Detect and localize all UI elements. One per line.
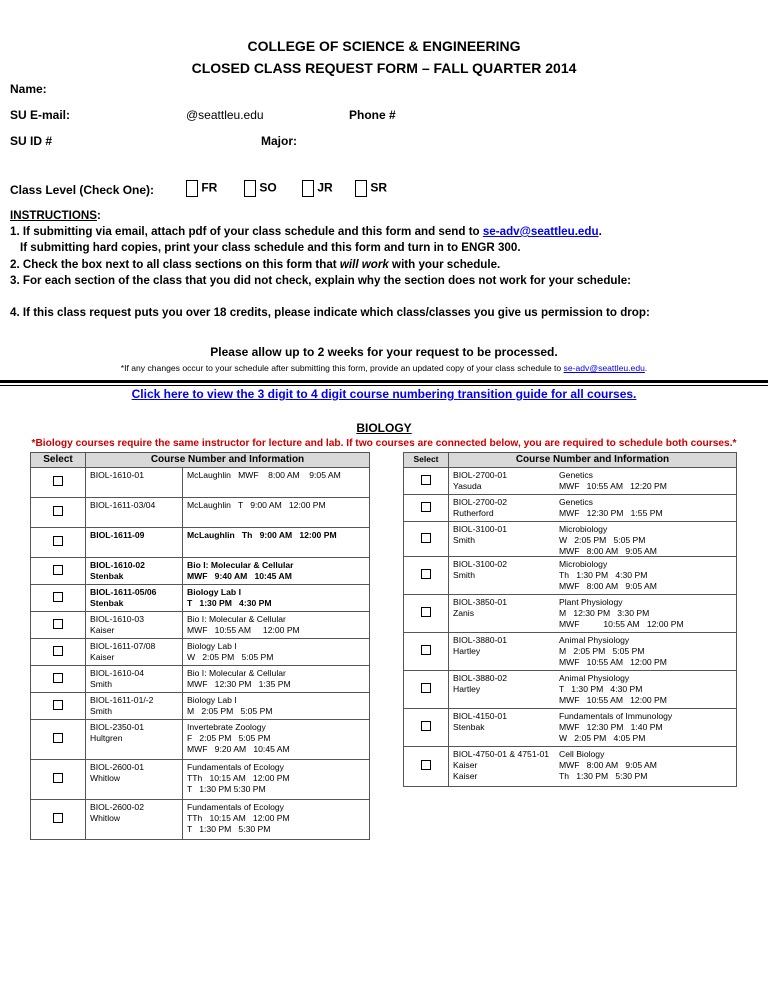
select-checkbox[interactable] bbox=[53, 673, 63, 683]
checkbox[interactable] bbox=[302, 180, 314, 197]
level-jr[interactable]: JR bbox=[302, 180, 333, 197]
course-id: BIOL-2700-02 Rutherford bbox=[453, 497, 507, 518]
course-row bbox=[31, 468, 370, 498]
course-info: Bio I: Molecular & Cellular MWF 10:55 AM 12:00 PM bbox=[183, 612, 370, 639]
course-info: Bio I: Molecular & Cellular MWF 12:30 PM 1:35 PM bbox=[183, 666, 370, 693]
course-info: Fundamentals of Ecology TTh 10:15 AM 12:00 PM T 1:30 PM 5:30 PM bbox=[183, 800, 370, 840]
select-checkbox[interactable] bbox=[421, 683, 431, 693]
email-label: SU E-mail: bbox=[10, 108, 71, 122]
select-cell bbox=[31, 666, 86, 693]
course-id: BIOL-2600-02 Whitlow bbox=[86, 800, 183, 840]
course-id: BIOL-3880-01 Hartley bbox=[453, 635, 507, 656]
phone-label: Phone # bbox=[349, 108, 396, 122]
course-row bbox=[31, 760, 370, 800]
instruction-4: 4. If this class request puts you over 18 credits, please indicate which class/classes you give us permission to drop: bbox=[10, 306, 650, 319]
course-cell bbox=[449, 495, 737, 522]
select-checkbox[interactable] bbox=[53, 592, 63, 602]
course-id: BIOL-4750-01 & 4751-01 Kaiser Kaiser bbox=[453, 749, 550, 781]
select-cell bbox=[404, 747, 449, 787]
select-cell bbox=[31, 693, 86, 720]
course-info: McLaughlin Th 9:00 AM 12:00 PM bbox=[183, 528, 370, 558]
select-cell bbox=[404, 468, 449, 495]
course-row bbox=[31, 498, 370, 528]
form-title: COLLEGE OF SCIENCE & ENGINEERING bbox=[247, 38, 521, 54]
course-info: Genetics MWF 12:30 PM 1:55 PM bbox=[559, 497, 663, 518]
select-cell bbox=[404, 522, 449, 557]
course-id: BIOL-2350-01 Hultgren bbox=[86, 720, 183, 760]
course-info: Fundamentals of Immunology MWF 12:30 PM 1:40 PM W 2:05 PM 4:05 PM bbox=[559, 711, 673, 743]
biology-table-right bbox=[403, 452, 737, 787]
class-level-label: Class Level (Check One): bbox=[10, 183, 155, 197]
course-cell bbox=[449, 557, 737, 595]
course-info: Invertebrate Zoology F 2:05 PM 5:05 PM MWF 9:20 AM 10:45 AM bbox=[183, 720, 370, 760]
course-info: Bio I: Molecular & Cellular MWF 9:40 AM 10:45 AM bbox=[183, 558, 370, 585]
select-cell bbox=[404, 671, 449, 709]
course-id: BIOL-3850-01 Zanis bbox=[453, 597, 507, 618]
select-checkbox[interactable] bbox=[53, 476, 63, 486]
select-cell bbox=[31, 760, 86, 800]
numbering-guide-link[interactable]: Click here to view the 3 digit to 4 digit course numbering transition guide for all courses. bbox=[131, 387, 637, 401]
course-row bbox=[404, 709, 737, 747]
course-row bbox=[31, 800, 370, 840]
course-info: McLaughlin T 9:00 AM 12:00 PM bbox=[183, 498, 370, 528]
instruction-1b: If submitting hard copies, print your class schedule and this form and turn in to ENGR 300. bbox=[20, 241, 521, 254]
course-info: Biology Lab I M 2:05 PM 5:05 PM bbox=[183, 693, 370, 720]
course-row bbox=[404, 595, 737, 633]
email-link[interactable]: se-adv@seattleu.edu bbox=[482, 225, 599, 238]
select-checkbox[interactable] bbox=[421, 533, 431, 543]
select-cell bbox=[31, 612, 86, 639]
select-checkbox[interactable] bbox=[53, 813, 63, 823]
course-row bbox=[404, 522, 737, 557]
course-row bbox=[31, 639, 370, 666]
select-checkbox[interactable] bbox=[53, 733, 63, 743]
course-info: Fundamentals of Ecology TTh 10:15 AM 12:00 PM T 1:30 PM 5:30 PM bbox=[183, 760, 370, 800]
course-id: BIOL-1611-03/04 bbox=[86, 498, 183, 528]
select-cell bbox=[404, 633, 449, 671]
select-checkbox[interactable] bbox=[53, 565, 63, 575]
course-cell bbox=[449, 468, 737, 495]
course-cell bbox=[449, 747, 737, 787]
instructions-heading: INSTRUCTIONS: bbox=[10, 209, 101, 222]
guide-link-wrap bbox=[0, 387, 768, 401]
select-cell bbox=[31, 585, 86, 612]
course-id: BIOL-1610-04 Smith bbox=[86, 666, 183, 693]
course-header: Course Number and Information bbox=[449, 453, 737, 468]
course-info: Microbiology Th 1:30 PM 4:30 PM MWF 8:00 AM 9:05 AM bbox=[559, 559, 657, 591]
select-cell bbox=[404, 495, 449, 522]
select-cell bbox=[404, 557, 449, 595]
select-header: Select bbox=[404, 453, 449, 468]
course-id: BIOL-1611-07/08 Kaiser bbox=[86, 639, 183, 666]
biology-note: *Biology courses require the same instructor for lecture and lab. If two courses are connected below, you are required to schedule both courses.* bbox=[31, 438, 737, 449]
instruction-2: 2. Check the box next to all class sections on this form that will work with your schedule. bbox=[10, 258, 501, 271]
course-cell bbox=[449, 633, 737, 671]
instruction-1: 1. If submitting via email, attach pdf of your class schedule and this form and send to se-adv@seattleu.edu. bbox=[10, 225, 602, 238]
course-id: BIOL-3880-02 Hartley bbox=[453, 673, 507, 694]
select-cell bbox=[31, 468, 86, 498]
course-id: BIOL-1610-03 Kaiser bbox=[86, 612, 183, 639]
select-checkbox[interactable] bbox=[421, 607, 431, 617]
select-checkbox[interactable] bbox=[53, 773, 63, 783]
course-info: Plant Physiology M 12:30 PM 3:30 PM MWF 10:55 AM 12:00 PM bbox=[559, 597, 684, 629]
biology-table-left bbox=[30, 452, 370, 840]
divider bbox=[0, 380, 768, 383]
course-info: Cell Biology MWF 8:00 AM 9:05 AM Th 1:30 PM 5:30 PM bbox=[559, 749, 657, 781]
select-checkbox[interactable] bbox=[53, 536, 63, 546]
course-row bbox=[31, 612, 370, 639]
divider bbox=[0, 385, 768, 386]
course-cell bbox=[449, 709, 737, 747]
course-row bbox=[31, 585, 370, 612]
select-cell bbox=[404, 709, 449, 747]
select-header: Select bbox=[31, 453, 86, 468]
select-checkbox[interactable] bbox=[421, 760, 431, 770]
course-row bbox=[404, 747, 737, 787]
update-note: *If any changes occur to your schedule after submitting this form, provide an updated copy of your class schedule to se-adv@seattleu.edu. bbox=[120, 363, 648, 373]
level-sr[interactable]: SR bbox=[355, 180, 387, 197]
select-cell bbox=[31, 558, 86, 585]
biology-heading: BIOLOGY bbox=[356, 421, 412, 435]
select-checkbox[interactable] bbox=[421, 569, 431, 579]
course-id: BIOL-3100-02 Smith bbox=[453, 559, 507, 580]
select-checkbox[interactable] bbox=[53, 506, 63, 516]
level-fr[interactable]: FR bbox=[186, 180, 217, 197]
course-row bbox=[31, 528, 370, 558]
checkbox[interactable] bbox=[244, 180, 256, 197]
processing-notice: Please allow up to 2 weeks for your request to be processed. bbox=[210, 345, 558, 359]
course-info: Animal Physiology T 1:30 PM 4:30 PM MWF 10:55 AM 12:00 PM bbox=[559, 673, 667, 705]
select-checkbox[interactable] bbox=[421, 721, 431, 731]
checkbox[interactable] bbox=[186, 180, 198, 197]
course-id: BIOL-3100-01 Smith bbox=[453, 524, 507, 545]
course-id: BIOL-1611-05/06 Stenbak bbox=[86, 585, 183, 612]
course-row bbox=[404, 557, 737, 595]
course-row bbox=[404, 633, 737, 671]
course-info: Microbiology W 2:05 PM 5:05 PM MWF 8:00 AM 9:05 AM bbox=[559, 524, 657, 556]
course-id: BIOL-2600-01 Whitlow bbox=[86, 760, 183, 800]
course-info: Biology Lab I W 2:05 PM 5:05 PM bbox=[183, 639, 370, 666]
select-cell bbox=[31, 800, 86, 840]
course-info: Animal Physiology M 2:05 PM 5:05 PM MWF 10:55 AM 12:00 PM bbox=[559, 635, 667, 667]
note-email-link[interactable]: se-adv@seattleu.edu bbox=[563, 363, 645, 373]
course-row bbox=[31, 558, 370, 585]
course-row bbox=[31, 666, 370, 693]
select-checkbox[interactable] bbox=[53, 619, 63, 629]
course-cell bbox=[449, 595, 737, 633]
select-checkbox[interactable] bbox=[53, 700, 63, 710]
select-cell bbox=[404, 595, 449, 633]
email-suffix: @seattleu.edu bbox=[186, 108, 264, 122]
major-label: Major: bbox=[261, 134, 297, 148]
checkbox[interactable] bbox=[355, 180, 367, 197]
form-subtitle: CLOSED CLASS REQUEST FORM – FALL QUARTER 2014 bbox=[191, 60, 577, 76]
course-id: BIOL-4150-01 Stenbak bbox=[453, 711, 507, 732]
instruction-3: 3. For each section of the class that you did not check, explain why the section does not work for your schedule: bbox=[10, 274, 632, 287]
course-id: BIOL-1611-09 bbox=[86, 528, 183, 558]
select-cell bbox=[31, 498, 86, 528]
course-id: BIOL-1610-02 Stenbak bbox=[86, 558, 183, 585]
select-cell bbox=[31, 528, 86, 558]
level-so[interactable]: SO bbox=[244, 180, 277, 197]
name-label: Name: bbox=[10, 82, 47, 96]
course-row bbox=[404, 468, 737, 495]
course-info: Biology Lab I T 1:30 PM 4:30 PM bbox=[183, 585, 370, 612]
select-cell bbox=[31, 639, 86, 666]
select-cell bbox=[31, 720, 86, 760]
course-cell bbox=[449, 671, 737, 709]
course-cell bbox=[449, 522, 737, 557]
course-row bbox=[404, 671, 737, 709]
course-id: BIOL-2700-01 Yasuda bbox=[453, 470, 507, 491]
course-id: BIOL-1610-01 bbox=[86, 468, 183, 498]
su-id-label: SU ID # bbox=[10, 134, 53, 148]
select-checkbox[interactable] bbox=[421, 475, 431, 485]
course-row bbox=[404, 495, 737, 522]
select-checkbox[interactable] bbox=[53, 646, 63, 656]
course-row bbox=[31, 720, 370, 760]
course-header: Course Number and Information bbox=[86, 453, 370, 468]
course-info: McLaughlin MWF 8:00 AM 9:05 AM bbox=[183, 468, 370, 498]
course-id: BIOL-1611-01/-2 Smith bbox=[86, 693, 183, 720]
select-checkbox[interactable] bbox=[421, 645, 431, 655]
course-row bbox=[31, 693, 370, 720]
course-info: Genetics MWF 10:55 AM 12:20 PM bbox=[559, 470, 667, 491]
select-checkbox[interactable] bbox=[421, 502, 431, 512]
